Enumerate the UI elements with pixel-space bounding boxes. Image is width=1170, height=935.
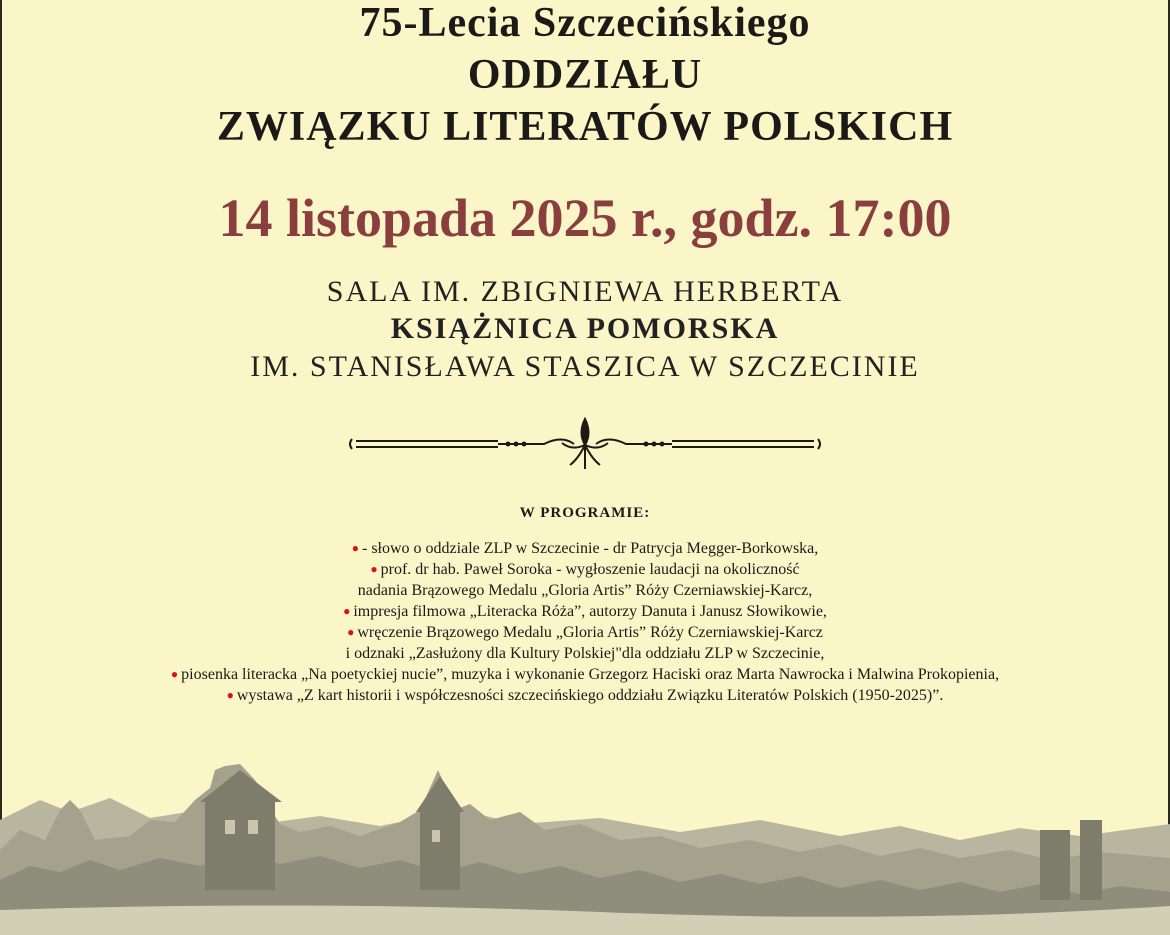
program-heading: W PROGRAMIE: [519,505,651,521]
title-line-1: 75-Lecia Szczecińskiego [359,0,811,46]
program-item-continued: nadania Brązowego Medalu „Gloria Artis” Róży Czerniawskiej-Karcz, [357,582,813,599]
bullet-icon: ● [351,541,359,555]
bullet-icon: ● [370,562,378,576]
ornament-divider-icon [348,415,822,475]
program-item: ● wystawa „Z kart historii i współczesności szczecińskiego oddziału Związku Literatów Polskich (1950-2025)”. [226,687,944,704]
venue-hall: SALA IM. ZBIGNIEWA HERBERTA [326,275,844,308]
event-date-time: 14 listopada 2025 r., godz. 17:00 [218,188,952,248]
title-line-3: ZWIĄZKU LITERATÓW POLSKICH [216,104,954,150]
title-line-2: ODDZIAŁU [467,52,703,98]
program-list [0,538,1170,706]
program-item: ● piosenka literacka „Na poetyckiej nucie”, muzyka i wykonanie Grzegorz Haciski oraz Marta Nawrocka i Malwina Prokopienia, [170,666,1000,683]
bullet-icon: ● [343,604,351,618]
program-item: ● wręczenie Brązowego Medalu „Gloria Artis” Róży Czerniawskiej-Karcz [347,624,823,641]
bullet-icon: ● [347,625,355,639]
city-skyline-illustration [0,740,1170,935]
bullet-icon: ● [170,667,179,681]
program-item: ● prof. dr hab. Paweł Soroka - wygłoszenie laudacji na okoliczność [370,561,800,578]
program-item: ● - słowo o oddziale ZLP w Szczecinie - dr Patrycja Megger-Borkowska, [351,540,819,557]
bullet-icon: ● [226,688,234,702]
venue-library: KSIĄŻNICA POMORSKA [390,312,780,345]
program-item-continued: i odznaki „Zasłużony dla Kultury Polskiej"dla oddziału ZLP w Szczecinie, [345,645,825,662]
program-item: ● impresja filmowa „Literacka Róża”, autorzy Danuta i Janusz Słowikowie, [343,603,827,620]
venue-library-patron: IM. STANISŁAWA STASZICA W SZCZECINIE [250,350,920,383]
